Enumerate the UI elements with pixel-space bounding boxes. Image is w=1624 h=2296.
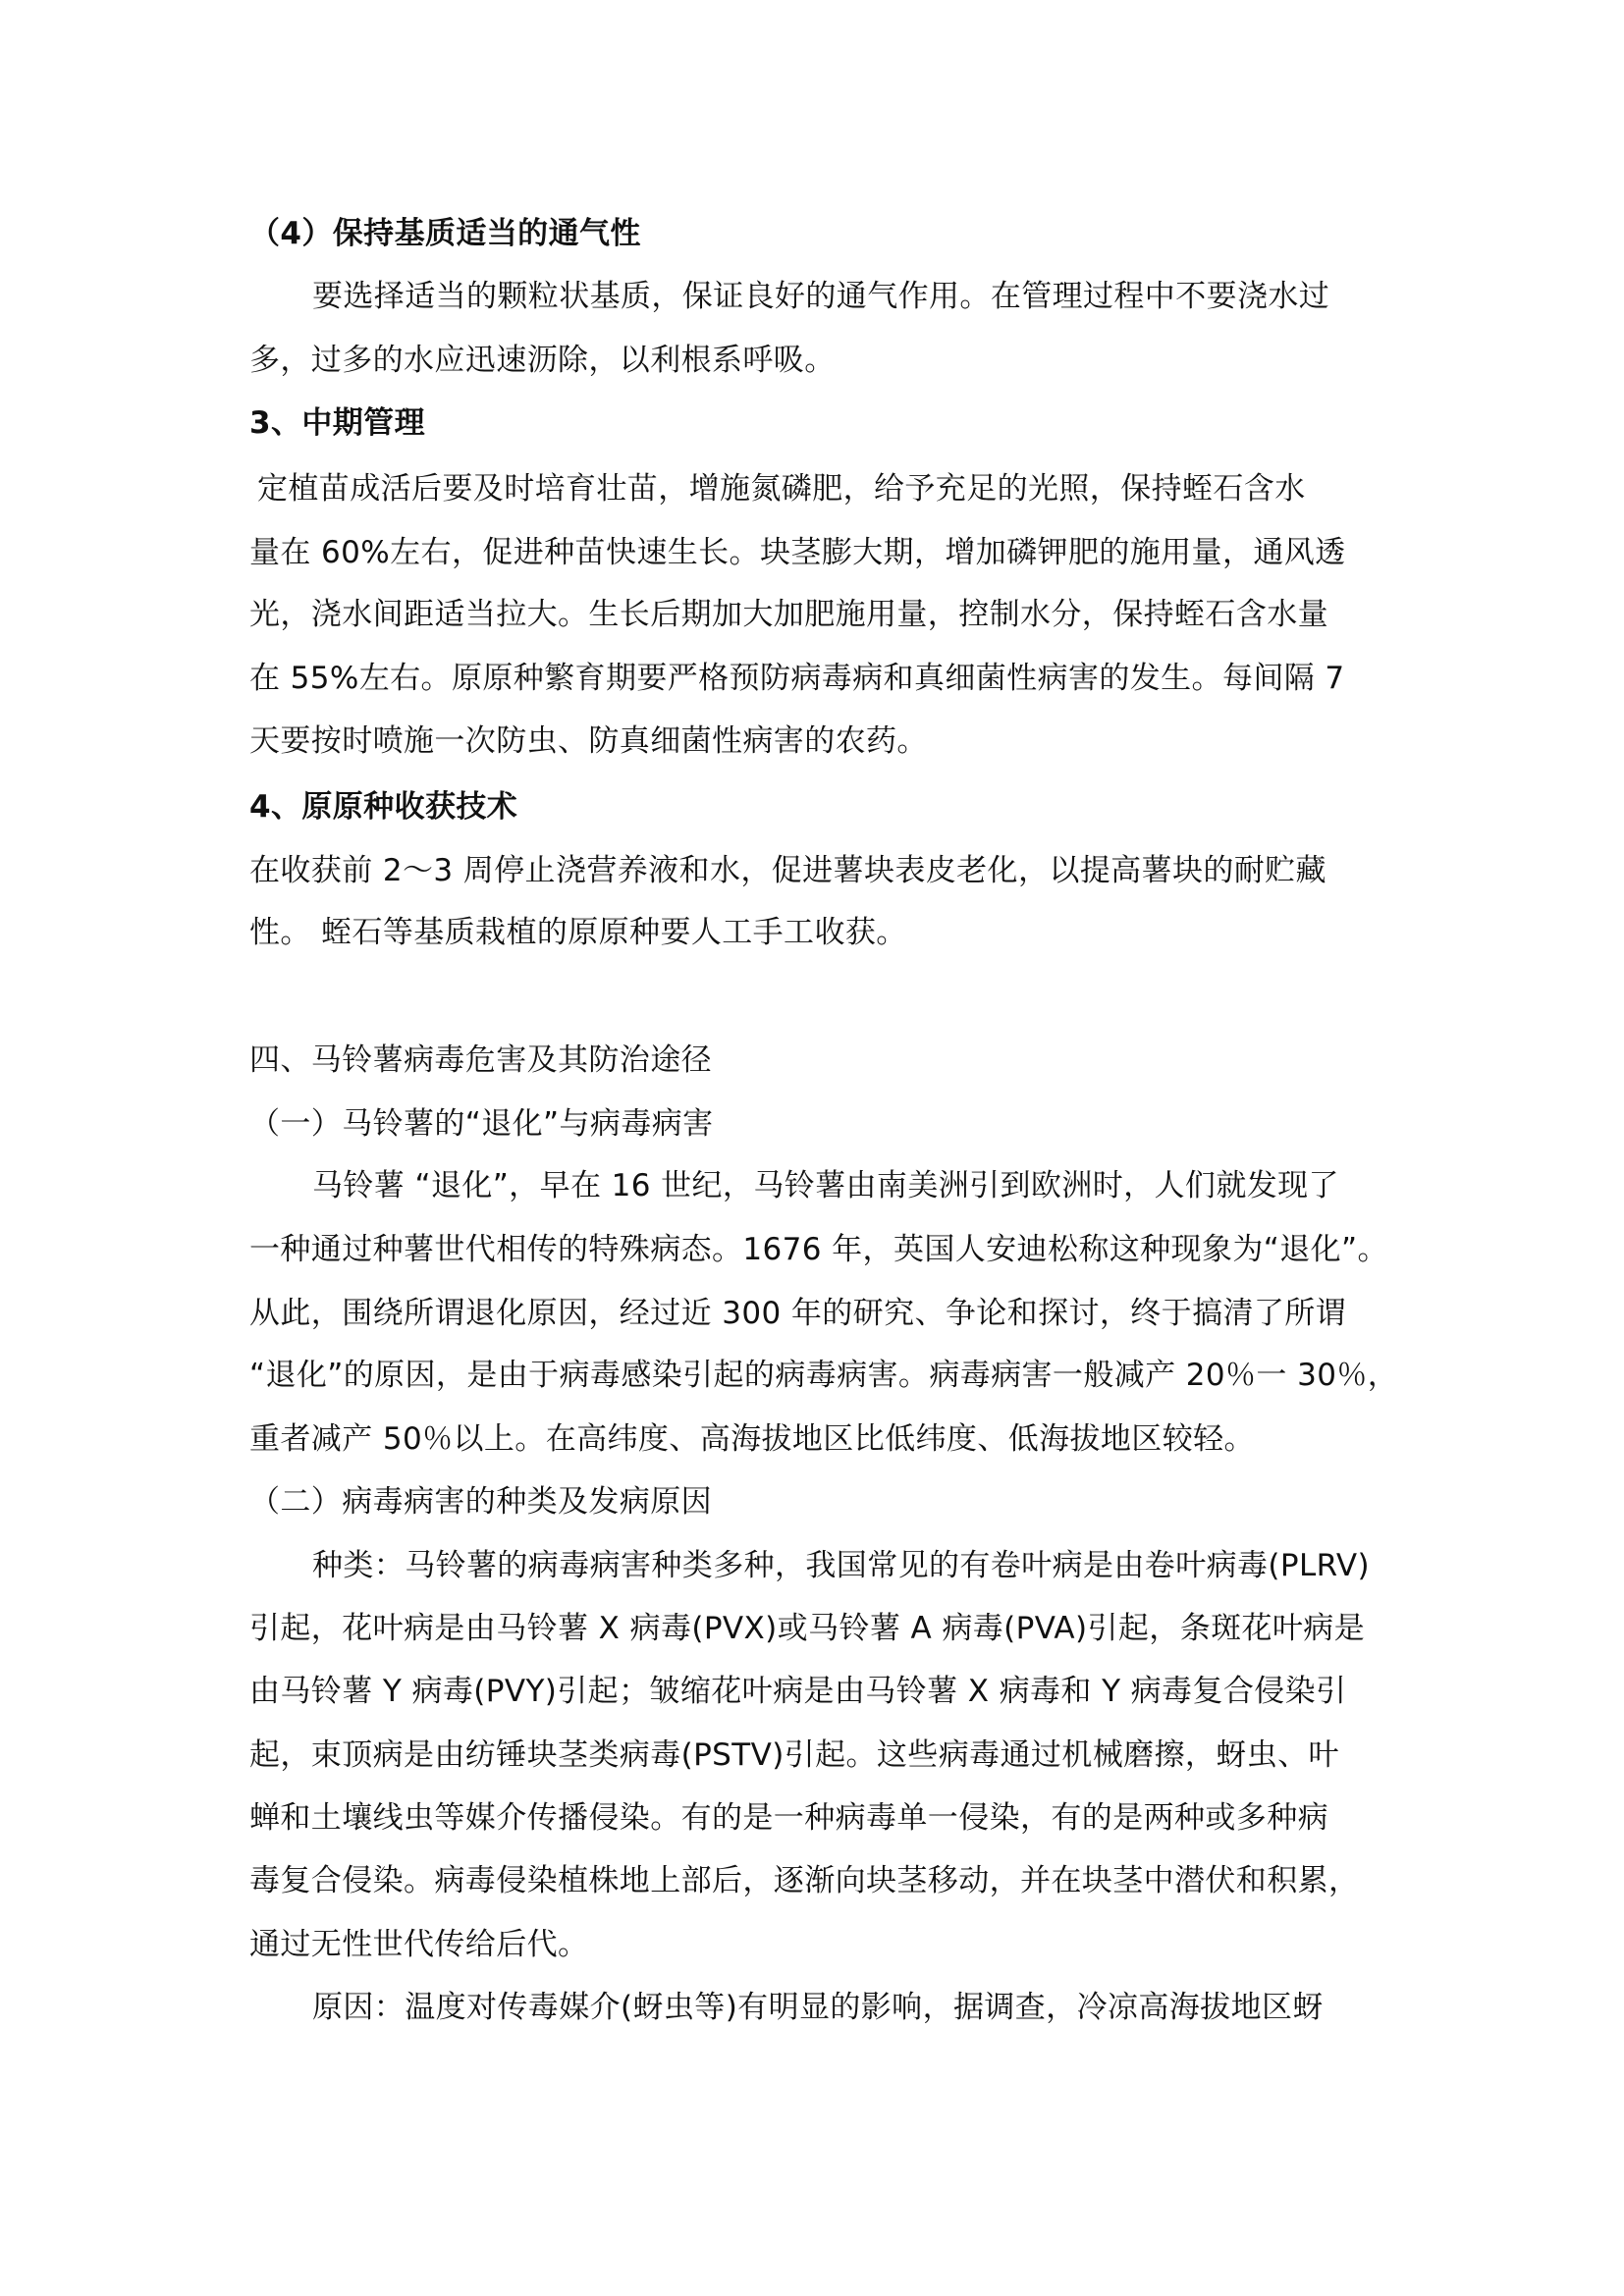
paragraph-line: 重者减产 50％以上。在高纬度、高海拔地区比低纬度、低海拔地区较轻。 — [249, 1421, 1255, 1457]
paragraph-line: 种类：马铃薯的病毒病害种类多种，我国常见的有卷叶病是由卷叶病毒(PLRV) — [312, 1548, 1371, 1583]
paragraph-line: 在 55%左右。原原种繁育期要严格预防病毒病和真细菌性病害的发生。每间隔 7 — [249, 661, 1345, 696]
paragraph-line: 在收获前 2～3 周停止浇营养液和水，促进薯块表皮老化，以提高薯块的耐贮藏 — [249, 853, 1326, 888]
paragraph-line: 通过无性世代传给后代。 — [249, 1927, 589, 1962]
paragraph-line: 定植苗成活后要及时培育壮苗，增施氮磷肥，给予充足的光照，保持蛭石含水 — [257, 471, 1306, 507]
paragraph-line: 起，束顶病是由纺锤块茎类病毒(PSTV)引起。这些病毒通过机械磨擦，蚜虫、叶 — [249, 1737, 1339, 1773]
paragraph-line: 天要按时喷施一次防虫、防真细菌性病害的农药。 — [249, 723, 928, 759]
paragraph-line: 引起，花叶病是由马铃薯 X 病毒(PVX)或马铃薯 A 病毒(PVA)引起，条斑花叶病是 — [249, 1611, 1366, 1646]
section-heading-virus: 四、马铃薯病毒危害及其防治途径 — [249, 1042, 712, 1078]
paragraph-line: “退化”的原因，是由于病毒感染引起的病毒病害。病毒病害一般减产 20％一 30％， — [249, 1358, 1399, 1393]
paragraph-line: 性。 蛭石等基质栽植的原原种要人工手工收获。 — [249, 915, 907, 950]
paragraph-line: 由马铃薯 Y 病毒(PVY)引起；皱缩花叶病是由马铃薯 X 病毒和 Y 病毒复合侵染引 — [249, 1674, 1347, 1709]
heading-aeration: （4）保持基质适当的通气性 — [249, 216, 641, 251]
paragraph-line: 马铃薯 “退化”，早在 16 世纪，马铃薯由南美洲引到欧洲时，人们就发现了 — [312, 1168, 1339, 1203]
paragraph-line: 要选择适当的颗粒状基质，保证良好的通气作用。在管理过程中不要浇水过 — [312, 279, 1330, 314]
paragraph-line: 量在 60%左右，促进种苗快速生长。块茎膨大期，增加磷钾肥的施用量，通风透 — [249, 535, 1346, 570]
paragraph-line: 多，过多的水应迅速沥除，以利根系呼吸。 — [249, 343, 836, 378]
paragraph-line: 蝉和土壤线虫等媒介传播侵染。有的是一种病毒单一侵染，有的是两种或多种病 — [249, 1800, 1328, 1836]
paragraph-line: 毒复合侵染。病毒侵染植株地上部后，逐渐向块茎移动，并在块茎中潜伏和积累， — [249, 1863, 1360, 1898]
paragraph-line: 一种通过种薯世代相传的特殊病态。1676 年，英国人安迪松称这种现象为“退化”。 — [249, 1232, 1388, 1267]
heading-mid-management: 3、中期管理 — [249, 405, 425, 441]
paragraph-line: 从此，围绕所谓退化原因，经过近 300 年的研究、争论和探讨，终于搞清了所谓 — [249, 1296, 1347, 1331]
paragraph-line: 原因：温度对传毒媒介(蚜虫等)有明显的影响，据调查，冷凉高海拔地区蚜 — [312, 1990, 1324, 2025]
subsection-heading-degeneration: （一）马铃薯的“退化”与病毒病害 — [249, 1106, 714, 1142]
subsection-heading-types: （二）病毒病害的种类及发病原因 — [249, 1484, 712, 1520]
paragraph-line: 光，浇水间距适当拉大。生长后期加大加肥施用量，控制水分，保持蛭石含水量 — [249, 597, 1328, 632]
heading-harvest: 4、原原种收获技术 — [249, 789, 518, 825]
